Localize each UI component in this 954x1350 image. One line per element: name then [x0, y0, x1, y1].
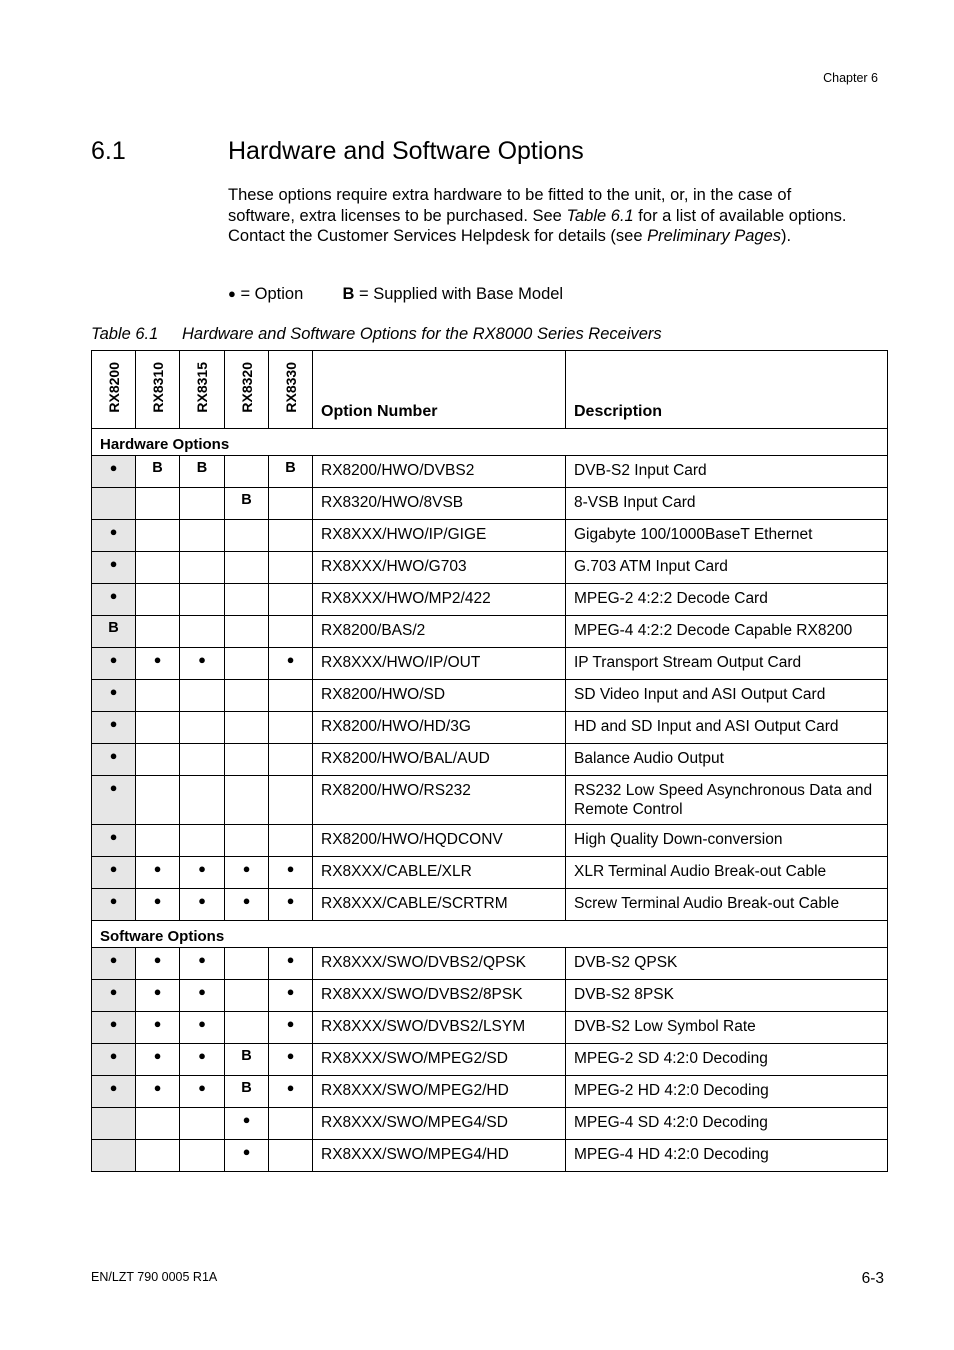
availability-cell	[225, 712, 269, 744]
description-cell: MPEG-4 SD 4:2:0 Decoding	[566, 1108, 888, 1140]
availability-cell	[92, 488, 136, 520]
option-number-cell: RX8XXX/SWO/DVBS2/8PSK	[313, 980, 566, 1012]
table-row	[92, 552, 888, 584]
table-row	[92, 744, 888, 776]
option-number-cell: RX8XXX/SWO/MPEG2/SD	[313, 1044, 566, 1076]
availability-cell: ●	[92, 980, 136, 1012]
intro-text-3: ).	[781, 227, 792, 245]
availability-cell	[269, 584, 313, 616]
model-header: RX8330	[269, 351, 313, 429]
availability-cell: ●	[180, 648, 225, 680]
availability-cell: ●	[269, 980, 313, 1012]
availability-cell: ●	[92, 456, 136, 488]
availability-cell: ●	[92, 1044, 136, 1076]
table-row	[92, 1108, 888, 1140]
section-title-cell: Hardware Options	[92, 429, 888, 456]
availability-cell	[180, 776, 225, 825]
option-number-cell: RX8200/HWO/HD/3G	[313, 712, 566, 744]
availability-cell: ●	[136, 1076, 180, 1108]
table-row	[92, 1044, 888, 1076]
availability-cell	[136, 680, 180, 712]
availability-cell	[136, 776, 180, 825]
legend-base-text: = Supplied with Base Model	[359, 285, 564, 303]
availability-cell: B	[225, 1076, 269, 1108]
availability-cell	[225, 825, 269, 857]
table-row	[92, 488, 888, 520]
availability-cell	[180, 488, 225, 520]
description-cell: High Quality Down-conversion	[566, 825, 888, 857]
option-number-cell: RX8200/HWO/BAL/AUD	[313, 744, 566, 776]
availability-cell	[225, 1012, 269, 1044]
availability-cell	[225, 552, 269, 584]
availability-cell: B	[225, 488, 269, 520]
availability-cell	[269, 680, 313, 712]
availability-cell: ●	[225, 1108, 269, 1140]
description-cell: MPEG-2 4:2:2 Decode Card	[566, 584, 888, 616]
description-cell: RS232 Low Speed Asynchronous Data and Remote Control	[566, 776, 888, 825]
option-number-cell: RX8XXX/HWO/IP/OUT	[313, 648, 566, 680]
option-number-cell: RX8200/HWO/HQDCONV	[313, 825, 566, 857]
table-row	[92, 776, 888, 825]
description-cell: DVB-S2 QPSK	[566, 948, 888, 980]
availability-cell: ●	[180, 980, 225, 1012]
table-row	[92, 825, 888, 857]
option-number-cell: RX8200/HWO/DVBS2	[313, 456, 566, 488]
option-number-cell: RX8XXX/HWO/G703	[313, 552, 566, 584]
model-header: RX8200	[92, 351, 136, 429]
option-number-cell: RX8200/HWO/RS232	[313, 776, 566, 825]
availability-cell	[269, 712, 313, 744]
availability-cell	[225, 584, 269, 616]
description-cell: MPEG-4 4:2:2 Decode Capable RX8200	[566, 616, 888, 648]
availability-cell: ●	[269, 857, 313, 889]
availability-cell	[136, 1108, 180, 1140]
table-row	[92, 584, 888, 616]
table-caption	[91, 325, 662, 344]
description-cell: Screw Terminal Audio Break-out Cable	[566, 889, 888, 921]
intro-preliminary-ref: Preliminary Pages	[647, 227, 781, 245]
option-number-cell: RX8XXX/SWO/DVBS2/QPSK	[313, 948, 566, 980]
option-number-cell: RX8XXX/SWO/MPEG4/SD	[313, 1108, 566, 1140]
availability-cell	[269, 744, 313, 776]
availability-cell: ●	[136, 889, 180, 921]
legend-option-text: = Option	[240, 285, 304, 303]
table-row	[92, 948, 888, 980]
availability-cell	[136, 616, 180, 648]
availability-cell	[180, 616, 225, 648]
availability-cell	[269, 616, 313, 648]
availability-cell	[180, 520, 225, 552]
option-number-cell: RX8XXX/SWO/DVBS2/LSYM	[313, 1012, 566, 1044]
section-number: 6.1	[91, 137, 126, 165]
intro-text-1: These options require extra hardware to be fitted to the unit, or, in the case of software, extra licenses to be purchased. See	[228, 186, 792, 225]
table-row	[92, 857, 888, 889]
option-number-cell: RX8XXX/CABLE/SCRTRM	[313, 889, 566, 921]
description-cell: Gigabyte 100/1000BaseT Ethernet	[566, 520, 888, 552]
description-cell: MPEG-2 SD 4:2:0 Decoding	[566, 1044, 888, 1076]
availability-cell: ●	[180, 1076, 225, 1108]
option-number-cell: RX8XXX/SWO/MPEG2/HD	[313, 1076, 566, 1108]
availability-cell	[225, 456, 269, 488]
availability-cell: ●	[92, 520, 136, 552]
availability-cell: B	[180, 456, 225, 488]
availability-cell: ●	[225, 1140, 269, 1172]
option-number-cell: RX8XXX/CABLE/XLR	[313, 857, 566, 889]
availability-cell	[180, 552, 225, 584]
availability-cell	[180, 1140, 225, 1172]
chapter-header: Chapter 6	[823, 71, 878, 85]
option-number-cell: RX8200/BAS/2	[313, 616, 566, 648]
table-row	[92, 1076, 888, 1108]
availability-cell	[269, 520, 313, 552]
description-cell: MPEG-2 HD 4:2:0 Decoding	[566, 1076, 888, 1108]
availability-cell	[92, 1108, 136, 1140]
description-cell: G.703 ATM Input Card	[566, 552, 888, 584]
availability-cell: ●	[225, 889, 269, 921]
table-row	[92, 648, 888, 680]
availability-cell: B	[269, 456, 313, 488]
table-row	[92, 1012, 888, 1044]
description-cell: XLR Terminal Audio Break-out Cable	[566, 857, 888, 889]
bullet-icon: ●	[228, 286, 236, 301]
availability-cell: ●	[180, 1044, 225, 1076]
availability-cell	[269, 1108, 313, 1140]
availability-cell: ●	[92, 744, 136, 776]
availability-cell: ●	[92, 889, 136, 921]
legend	[228, 285, 563, 304]
availability-cell: ●	[92, 1012, 136, 1044]
table-row	[92, 616, 888, 648]
availability-cell: ●	[136, 857, 180, 889]
availability-cell: ●	[136, 1044, 180, 1076]
option-number-header: Option Number	[313, 351, 566, 429]
availability-cell: ●	[269, 1076, 313, 1108]
option-number-cell: RX8XXX/SWO/MPEG4/HD	[313, 1140, 566, 1172]
availability-cell: ●	[92, 680, 136, 712]
availability-cell: ●	[180, 1012, 225, 1044]
section-row	[92, 921, 888, 948]
section-row	[92, 429, 888, 456]
description-cell: Balance Audio Output	[566, 744, 888, 776]
availability-cell	[136, 488, 180, 520]
table-row	[92, 520, 888, 552]
table-caption-text: Hardware and Software Options for the RX8000 Series Receivers	[182, 325, 662, 343]
availability-cell: ●	[92, 552, 136, 584]
availability-cell: ●	[180, 857, 225, 889]
description-header: Description	[566, 351, 888, 429]
availability-cell	[225, 520, 269, 552]
availability-cell	[180, 1108, 225, 1140]
intro-table-ref: Table 6.1	[566, 206, 634, 225]
availability-cell	[225, 948, 269, 980]
availability-cell	[225, 744, 269, 776]
availability-cell: ●	[92, 1076, 136, 1108]
table-row	[92, 980, 888, 1012]
description-cell: MPEG-4 HD 4:2:0 Decoding	[566, 1140, 888, 1172]
availability-cell: ●	[269, 1044, 313, 1076]
model-header: RX8320	[225, 351, 269, 429]
availability-cell	[180, 680, 225, 712]
description-cell: DVB-S2 Input Card	[566, 456, 888, 488]
availability-cell: B	[136, 456, 180, 488]
description-cell: HD and SD Input and ASI Output Card	[566, 712, 888, 744]
availability-cell: ●	[225, 857, 269, 889]
table-row	[92, 456, 888, 488]
table-body	[92, 429, 888, 1172]
availability-cell	[225, 616, 269, 648]
section-title: Hardware and Software Options	[228, 137, 584, 165]
legend-base-key: B	[342, 285, 355, 303]
section-title-cell: Software Options	[92, 921, 888, 948]
availability-cell: ●	[269, 948, 313, 980]
model-header: RX8310	[136, 351, 180, 429]
option-number-cell: RX8320/HWO/8VSB	[313, 488, 566, 520]
availability-cell	[269, 776, 313, 825]
availability-cell: ●	[92, 857, 136, 889]
availability-cell: B	[92, 616, 136, 648]
availability-cell: ●	[92, 948, 136, 980]
availability-cell: ●	[92, 825, 136, 857]
availability-cell: ●	[92, 648, 136, 680]
table-row	[92, 1140, 888, 1172]
availability-cell	[136, 520, 180, 552]
table-row	[92, 712, 888, 744]
availability-cell	[136, 744, 180, 776]
availability-cell: ●	[269, 889, 313, 921]
availability-cell: ●	[269, 648, 313, 680]
availability-cell: ●	[136, 648, 180, 680]
availability-cell	[180, 825, 225, 857]
availability-cell: ●	[92, 776, 136, 825]
availability-cell	[225, 680, 269, 712]
option-number-cell: RX8XXX/HWO/IP/GIGE	[313, 520, 566, 552]
availability-cell	[92, 1140, 136, 1172]
availability-cell: B	[225, 1044, 269, 1076]
description-cell: DVB-S2 8PSK	[566, 980, 888, 1012]
description-cell: DVB-S2 Low Symbol Rate	[566, 1012, 888, 1044]
availability-cell	[180, 712, 225, 744]
availability-cell	[136, 825, 180, 857]
option-number-cell: RX8200/HWO/SD	[313, 680, 566, 712]
availability-cell: ●	[136, 1012, 180, 1044]
availability-cell	[136, 712, 180, 744]
availability-cell	[225, 776, 269, 825]
availability-cell	[136, 552, 180, 584]
availability-cell: ●	[136, 948, 180, 980]
availability-cell: ●	[269, 1012, 313, 1044]
table-row	[92, 889, 888, 921]
availability-cell	[225, 648, 269, 680]
page-number: 6-3	[861, 1270, 884, 1287]
availability-cell	[269, 552, 313, 584]
description-cell: SD Video Input and ASI Output Card	[566, 680, 888, 712]
availability-cell	[269, 1140, 313, 1172]
availability-cell: ●	[136, 980, 180, 1012]
intro-paragraph	[228, 185, 848, 247]
description-cell: IP Transport Stream Output Card	[566, 648, 888, 680]
availability-cell: ●	[180, 948, 225, 980]
availability-cell	[225, 980, 269, 1012]
availability-cell	[180, 744, 225, 776]
availability-cell: ●	[180, 889, 225, 921]
options-table	[91, 350, 888, 1172]
availability-cell	[269, 488, 313, 520]
description-cell: 8-VSB Input Card	[566, 488, 888, 520]
intro-text-2: for a list of available options. Contact the Customer Services Helpdesk for details (see	[228, 206, 847, 245]
document-id: EN/LZT 790 0005 R1A	[91, 1270, 218, 1284]
table-header-row	[92, 351, 888, 429]
availability-cell: ●	[92, 584, 136, 616]
availability-cell	[180, 584, 225, 616]
model-header: RX8315	[180, 351, 225, 429]
table-row	[92, 680, 888, 712]
availability-cell	[269, 825, 313, 857]
table-caption-label: Table 6.1	[91, 325, 159, 343]
availability-cell: ●	[92, 712, 136, 744]
availability-cell	[136, 584, 180, 616]
availability-cell	[136, 1140, 180, 1172]
option-number-cell: RX8XXX/HWO/MP2/422	[313, 584, 566, 616]
